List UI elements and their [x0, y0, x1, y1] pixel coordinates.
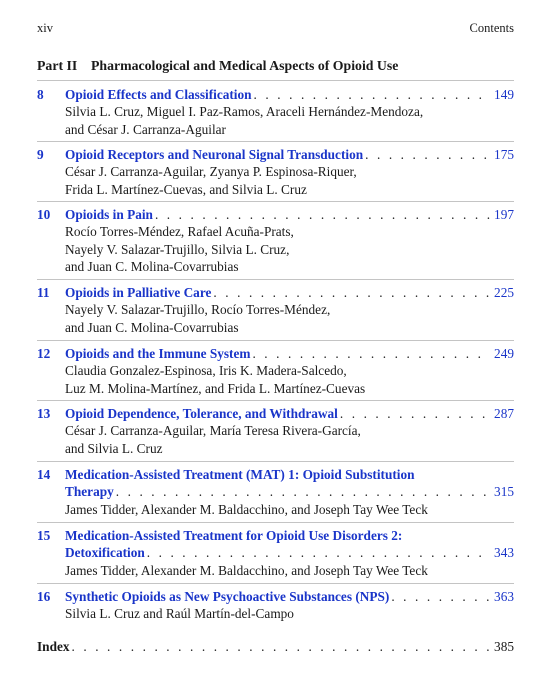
- separator-line: [37, 400, 514, 401]
- dot-leader: [391, 588, 490, 605]
- chapter-title-link[interactable]: Synthetic Opioids as New Psychoactive Substances (NPS): [65, 589, 390, 604]
- chapter-title-link[interactable]: Medication-Assisted Treatment (MAT) 1: Opioid Substitution: [65, 467, 415, 482]
- chapter-title-link-continued[interactable]: Therapy: [65, 484, 114, 500]
- page-number-link[interactable]: 249: [494, 346, 514, 361]
- author-line: Frida L. Martínez-Cuevas, and Silvia L. Cruz: [65, 181, 307, 197]
- author-line: Silvia L. Cruz and Raúl Martín-del-Campo: [65, 606, 294, 622]
- toc-entry-index[interactable]: [37, 639, 514, 656]
- chapter-title-link-continued[interactable]: Detoxification: [65, 545, 145, 561]
- chapter-authors: [65, 301, 514, 336]
- separator-line: [37, 461, 514, 462]
- author-line: César J. Carranza-Aguilar, Zyanya P. Espinosa-Riquer,: [65, 164, 357, 180]
- chapter-authors: [65, 605, 514, 622]
- separator-line: [37, 583, 514, 584]
- chapter-authors: [65, 223, 514, 275]
- toc-entry-chapter-15[interactable]: [37, 527, 514, 579]
- page-number-link[interactable]: 363: [494, 589, 514, 604]
- separator-line: [37, 522, 514, 523]
- separator-line: [37, 141, 514, 142]
- page-number-roman: xiv: [37, 21, 53, 35]
- author-line: and Juan C. Molina-Covarrubias: [65, 259, 239, 275]
- page-number-link[interactable]: 149: [494, 87, 514, 102]
- page-number-link[interactable]: 343: [494, 545, 514, 561]
- part-heading: [37, 58, 514, 74]
- chapter-authors: [65, 103, 514, 138]
- dot-leader: [254, 86, 491, 103]
- author-line: James Tidder, Alexander M. Baldacchino, and Joseph Tay Wee Teck: [65, 501, 428, 517]
- chapter-number: 13: [37, 406, 51, 421]
- separator-line: [37, 80, 514, 81]
- separator-line: [37, 279, 514, 280]
- chapter-number: 10: [37, 207, 51, 222]
- toc-entry-chapter-14[interactable]: [37, 466, 514, 518]
- chapter-number: 14: [37, 467, 51, 482]
- index-label[interactable]: Index: [37, 639, 70, 654]
- running-title: Contents: [469, 21, 514, 35]
- separator-line: [37, 340, 514, 341]
- chapter-title-link[interactable]: Opioids in Palliative Care: [65, 285, 212, 300]
- chapter-number: 8: [37, 87, 44, 102]
- author-line: Silvia L. Cruz, Miguel I. Paz-Ramos, Araceli Hernández-Mendoza,: [65, 104, 424, 120]
- toc-entry-chapter-11[interactable]: [37, 284, 514, 336]
- dot-leader: [147, 544, 490, 561]
- chapter-title-link[interactable]: Medication-Assisted Treatment for Opioid Use Disorders 2:: [65, 528, 403, 543]
- chapter-title-link[interactable]: Opioid Receptors and Neuronal Signal Transduction: [65, 147, 364, 162]
- author-line: Luz M. Molina-Martínez, and Frida L. Martínez-Cuevas: [65, 380, 366, 396]
- page-number-link[interactable]: 315: [494, 484, 514, 500]
- separator-line: [37, 201, 514, 202]
- toc-entry-chapter-12[interactable]: [37, 345, 514, 397]
- author-line: Nayely V. Salazar-Trujillo, Silvia L. Cruz,: [65, 241, 290, 257]
- chapter-authors: [65, 362, 514, 397]
- chapter-number: 15: [37, 528, 51, 543]
- author-line: César J. Carranza-Aguilar, María Teresa Rivera-García,: [65, 423, 361, 439]
- author-line: James Tidder, Alexander M. Baldacchino, and Joseph Tay Wee Teck: [65, 562, 428, 578]
- author-line: and César J. Carranza-Aguilar: [65, 121, 226, 137]
- chapter-authors: [65, 163, 514, 198]
- chapter-number: 16: [37, 589, 51, 604]
- chapter-title-link[interactable]: Opioid Effects and Classification: [65, 87, 252, 102]
- dot-leader: [252, 345, 490, 362]
- index-page-number[interactable]: 385: [494, 639, 514, 654]
- toc-entry-chapter-16[interactable]: [37, 588, 514, 623]
- page-number-link[interactable]: 287: [494, 406, 514, 421]
- toc-entry-chapter-13[interactable]: [37, 405, 514, 457]
- chapter-number: 9: [37, 147, 44, 162]
- chapter-authors: [65, 562, 514, 579]
- chapter-number: 12: [37, 346, 51, 361]
- chapter-title-link[interactable]: Opioid Dependence, Tolerance, and Withdrawal: [65, 406, 338, 421]
- page-number-link[interactable]: 225: [494, 285, 514, 300]
- dot-leader: [116, 483, 490, 500]
- chapter-authors: [65, 422, 514, 457]
- toc-entry-chapter-9[interactable]: [37, 146, 514, 198]
- chapter-title-link[interactable]: Opioids in Pain: [65, 207, 153, 222]
- part-title: Pharmacological and Medical Aspects of Opioid Use: [91, 58, 399, 73]
- author-line: Rocío Torres-Méndez, Rafael Acuña-Prats,: [65, 224, 294, 240]
- dot-leader: [155, 206, 490, 223]
- author-line: Claudia Gonzalez-Espinosa, Iris K. Madera-Salcedo,: [65, 363, 347, 379]
- chapter-number: 11: [37, 285, 50, 300]
- dot-leader: [213, 284, 490, 301]
- dot-leader: [365, 146, 490, 163]
- running-header: [37, 21, 514, 37]
- author-line: and Juan C. Molina-Covarrubias: [65, 319, 239, 335]
- chapter-authors: [65, 501, 514, 518]
- author-line: Nayely V. Salazar-Trujillo, Rocío Torres-Méndez,: [65, 302, 331, 318]
- page-number-link[interactable]: 197: [494, 207, 514, 222]
- toc-entry-chapter-8[interactable]: [37, 86, 514, 138]
- chapter-title-link[interactable]: Opioids and the Immune System: [65, 346, 251, 361]
- dot-leader: [72, 639, 491, 655]
- dot-leader: [340, 405, 490, 422]
- page-number-link[interactable]: 175: [494, 147, 514, 162]
- author-line: and Silvia L. Cruz: [65, 440, 163, 456]
- toc-entry-chapter-10[interactable]: [37, 206, 514, 276]
- part-number: Part II: [37, 58, 78, 73]
